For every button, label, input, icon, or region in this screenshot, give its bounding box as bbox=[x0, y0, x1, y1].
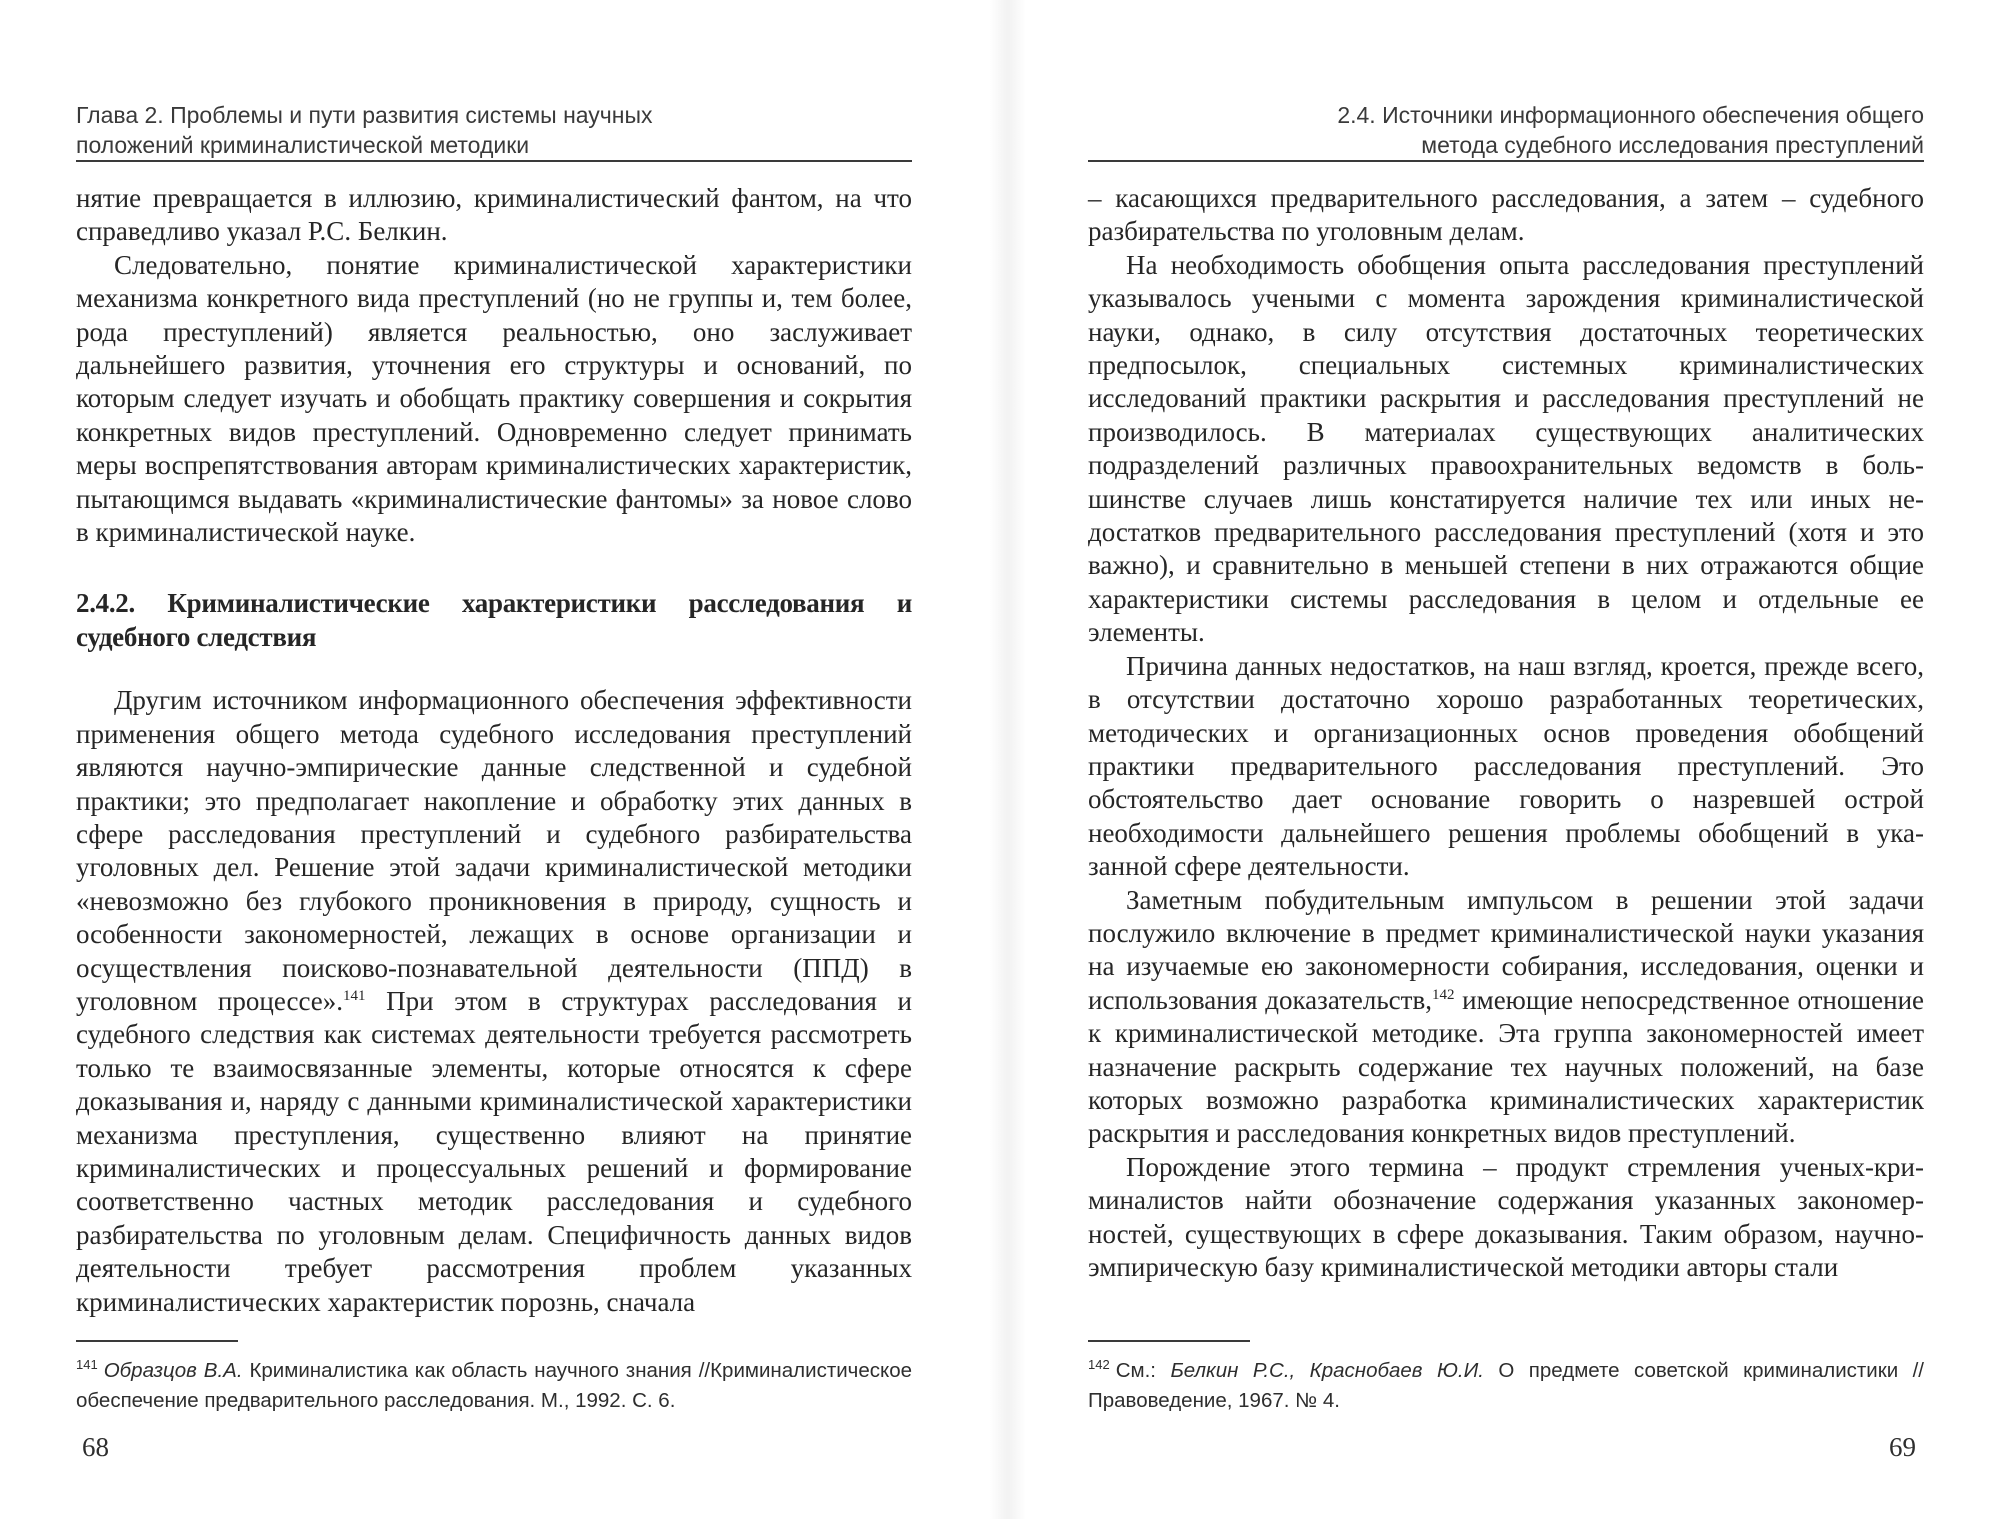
footnote-author: Образцов В.А. bbox=[103, 1359, 243, 1382]
footnote-author: Белкин Р.С., Краснобаев Ю.И. bbox=[1170, 1359, 1484, 1382]
footnote-mark: 142 bbox=[1088, 1357, 1110, 1373]
running-head bbox=[1088, 100, 1924, 160]
book-gutter bbox=[990, 0, 1026, 1519]
header-rule bbox=[1088, 160, 1924, 162]
paragraph-text: имеющие непосредственное отношение к криминалистической методике. Эта группа закономерностей имеет назначение раскрыть содержание тех научных положений, на базе которых возможно разработка криминалистических характеристик раскрытия и расследования конкретных видов преступлений. bbox=[1088, 984, 1924, 1149]
paragraph bbox=[1088, 884, 1924, 1151]
running-head-line: Глава 2. Проблемы и пути развития системы научных bbox=[76, 102, 653, 128]
running-head-line: метода судебного исследования преступлений bbox=[1421, 132, 1924, 158]
running-head-line: положений криминалистической методики bbox=[76, 132, 530, 158]
footnote-rule bbox=[1088, 1340, 1250, 1342]
footnote-prefix: См.: bbox=[1115, 1359, 1171, 1382]
left-page bbox=[76, 0, 912, 1519]
footnote-mark: 141 bbox=[76, 1357, 98, 1373]
body-text bbox=[1088, 182, 1924, 1284]
page-number: 68 bbox=[82, 1432, 109, 1462]
footnote-text: Криминалистика как область научного знания //Криминалистическое обеспечение предварительного расследования. М., 1992. С. 6. bbox=[76, 1359, 912, 1412]
running-head-line: 2.4. Источники информационного обеспечения общего bbox=[1337, 102, 1924, 128]
paragraph: Следовательно, понятие криминалистической характеристики механизма конкретного вида преступлений (но не группы и, тем более, рода преступлений) является реальностью, оно заслуживает дальнейшего развития, уточнения его структуры и оснований, по которым следует изучать и обобщать практику совершения и сокрытия конкретных видов преступлений. Одновременно следует принимать меры воспрепятствования авторам криминалистических характеристик, пытающимся выдавать «криминалистические фантомы» за новое слово в криминалистической науке. bbox=[76, 249, 912, 548]
body-text bbox=[76, 182, 912, 1319]
paragraph: Порождение этого термина – продукт стремления ученых-криминалистов найти обозначение содержания указанных закономерностей, существующих в сфере доказывания. Таким образом, научно-эмпирическую базу криминалистической методики авторы стали bbox=[1088, 1151, 1924, 1282]
right-page bbox=[1088, 0, 1924, 1519]
footnote-rule bbox=[76, 1340, 238, 1342]
paragraph-text: При этом в структурах расследования и судебного следствия как системах деятельности требуется рассмотреть только те взаимосвязанные элементы, которые относятся к сфере доказывания и, наряду с данными криминалистической характеристики механизма преступления, существенно влияют на принятие криминалистических и процессуальных решений и формирование соответственно частных методик расследования и судебного разбирательства по уголовным делам. Специфичность данных видов деятельности требует рассмотрения проблем указанных криминалистических характеристик порознь, сначала bbox=[76, 985, 912, 1317]
paragraph-text: Заметным побудительным импульсом в решении этой задачи послужило включение в предмет криминалистической науки указания на изучаемые ею закономерности собирания, исследования, оценки и использования доказательств, bbox=[1088, 884, 1924, 1015]
section-heading: 2.4.2. Криминалистические характеристики расследования и судебного следствия bbox=[76, 588, 912, 652]
paragraph: – касающихся предварительного расследования, а затем – судебного разбирательства по уголовным делам. bbox=[1088, 183, 1924, 247]
paragraph: нятие превращается в иллюзию, криминалистический фантом, на что справедливо указал Р.С. Белкин. bbox=[76, 183, 912, 247]
header-rule bbox=[76, 160, 912, 162]
running-head bbox=[76, 100, 912, 160]
footnote bbox=[1088, 1356, 1924, 1416]
footnote-reference[interactable]: 141 bbox=[343, 987, 366, 1004]
paragraph bbox=[76, 684, 912, 1319]
paragraph-text: Другим источником информационного обеспечения эффективности применения общего метода судебного исследования преступлений являются научно-эмпирические данные следственной и судебной практики; это предполагает накопление и обработку этих данных в сфере расследования преступлений и судебного разбирательства уголовных дел. Решение этой задачи криминалистической методики «невозможно без глубокого проникновения в природу, сущность и особенности закономерностей, лежащих в основе организации и осуществления поисково-познавательной деятельности (ППД) в уголовном процессе». bbox=[76, 685, 912, 1016]
page-number: 69 bbox=[1889, 1432, 1916, 1462]
footnote-text: О предмете советской криминалистики //Правоведение, 1967. № 4. bbox=[1088, 1359, 1924, 1412]
paragraph: Причина данных недостатков, на наш взгляд, кроется, прежде всего, в отсутствии достаточно хорошо разработанных теоретических, методических и организационных основ проведения обобщений практики предварительного расследования преступлений. Это обстоятельство дает основание говорить о назревшей острой необходимости дальнейшего решения проблемы обобщений в указанной сфере деятельности. bbox=[1088, 650, 1924, 882]
paragraph: На необходимость обобщения опыта расследования преступлений указывалось учеными с момента зарождения криминалистической науки, однако, в силу отсутствия достаточных теоретических предпосылок, специальных системных криминалистических исследований практики раскрытия и расследования преступлений не производилось. В материалах существующих аналитических подразделений различных правоохранительных ведомств в большинстве случаев лишь констатируется наличие тех или иных недостатков предварительного расследования преступлений (хотя и это важно), и сравнительно в меньшей степени в них отражаются общие характеристики системы расследования в целом и отдельные ее элементы. bbox=[1088, 249, 1924, 648]
footnote-reference[interactable]: 142 bbox=[1431, 986, 1455, 1003]
footnote bbox=[76, 1356, 912, 1416]
